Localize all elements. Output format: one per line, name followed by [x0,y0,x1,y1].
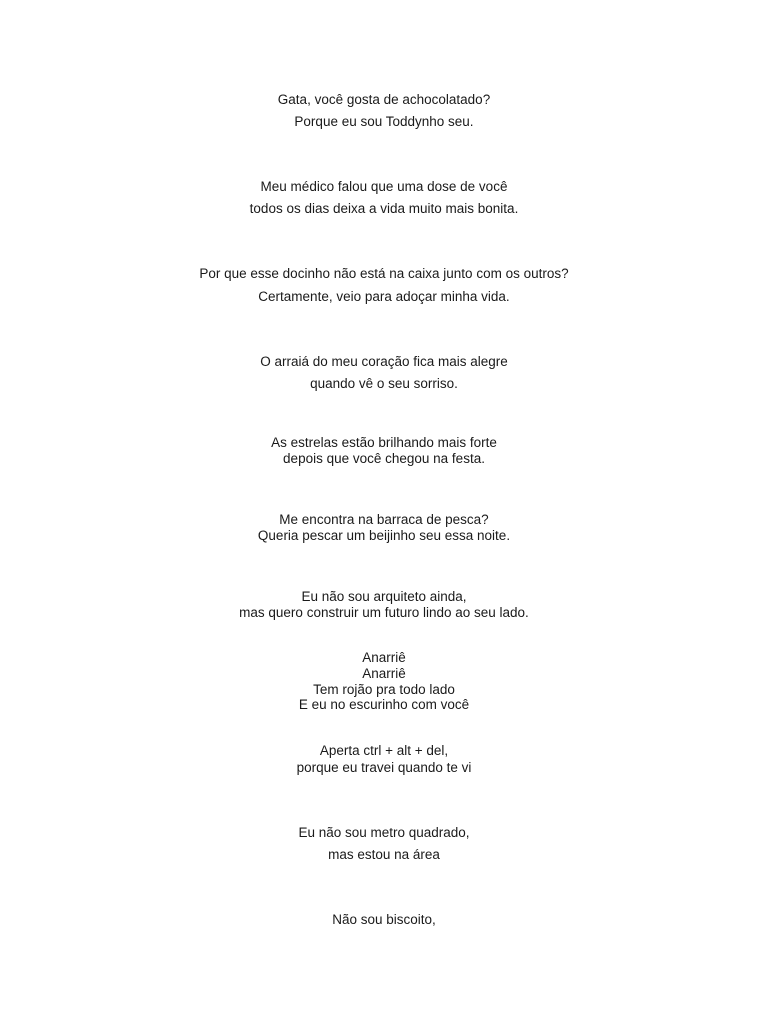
stanza-1-line-2: Porque eu sou Toddynho seu. [294,114,474,129]
stanza-6-line-1: Me encontra na barraca de pesca? [279,512,489,527]
stanza-11-line-1: Não sou biscoito, [332,912,436,927]
stanza-1-line-1: Gata, você gosta de achocolatado? [277,92,491,107]
stanza-8-line-4: E eu no escurinho com você [298,697,470,712]
stanza-2-line-1: Meu médico falou que uma dose de você [260,179,508,194]
stanza-6-line-2: Queria pescar um beijinho seu essa noite. [257,528,511,543]
stanza-5-line-2: depois que você chegou na festa. [283,451,485,466]
stanza-9-line-2: porque eu travei quando te vi [296,760,472,775]
stanza-9-line-1: Aperta ctrl + alt + del, [319,743,449,758]
stanza-4-line-1: O arraiá do meu coração fica mais alegre [260,354,508,369]
stanza-8-line-2: Anarriê [362,666,406,681]
stanza-7-line-1: Eu não sou arquiteto ainda, [301,589,467,604]
stanza-5-line-1: As estrelas estão brilhando mais forte [271,435,497,450]
stanza-8-line-1: Anarriê [362,650,406,665]
stanza-3-line-2: Certamente, veio para adoçar minha vida. [258,289,510,304]
stanza-4-line-2: quando vê o seu sorriso. [310,376,458,391]
stanza-10-line-1: Eu não sou metro quadrado, [298,825,470,840]
stanza-7-line-2: mas quero construir um futuro lindo ao seu lado. [239,605,529,620]
stanza-10-line-2: mas estou na área [328,847,440,862]
stanza-3-line-1: Por que esse docinho não está na caixa junto com os outros? [199,266,569,281]
stanza-2-line-2: todos os dias deixa a vida muito mais bonita. [249,201,519,216]
stanza-8-line-3: Tem rojão pra todo lado [313,682,455,697]
